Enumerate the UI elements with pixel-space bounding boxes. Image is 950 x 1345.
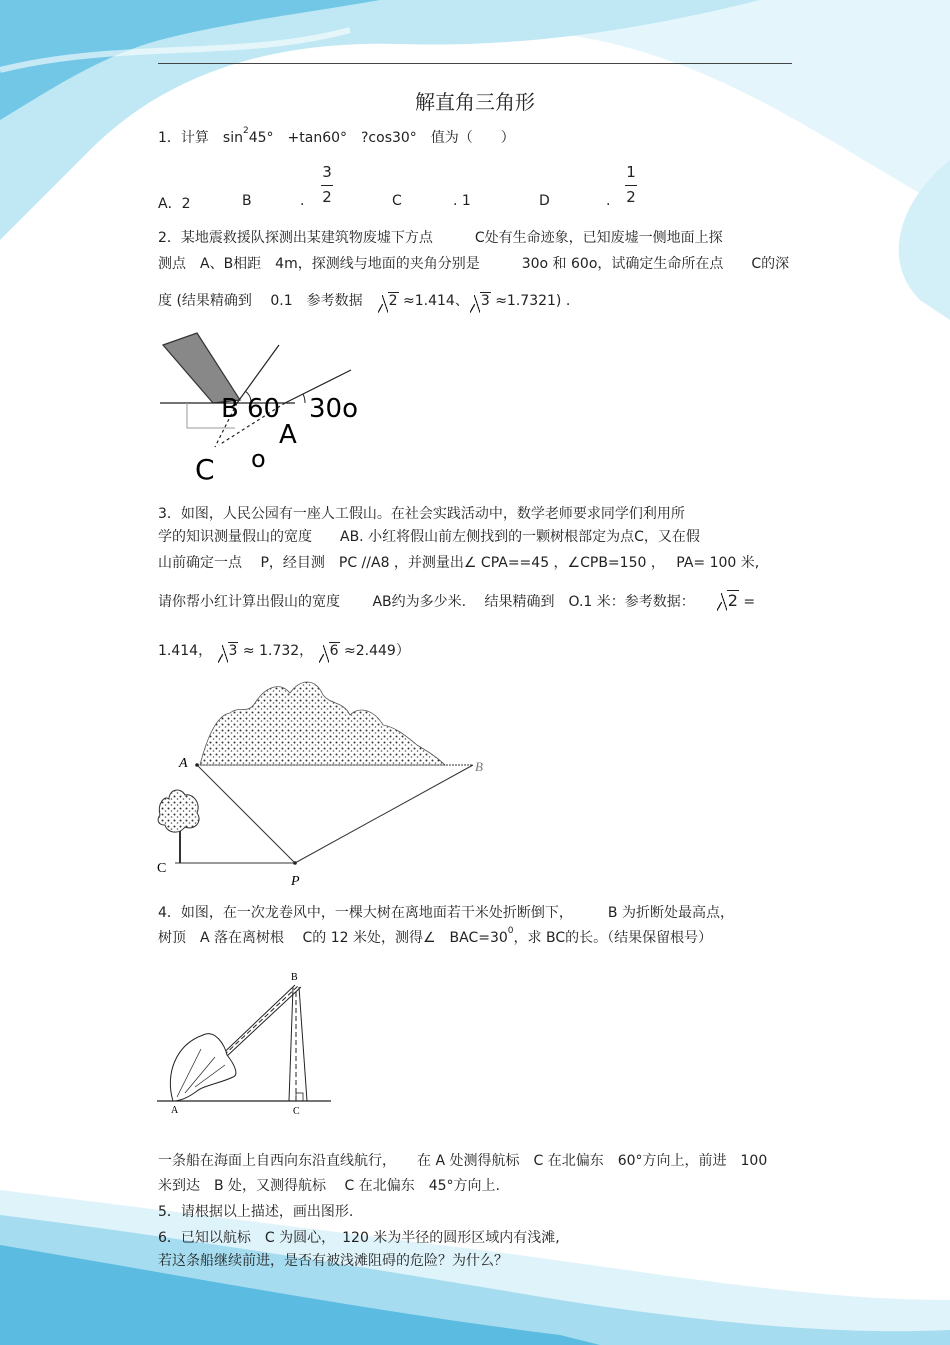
q3-sqrt2-radicand: 2 — [727, 591, 738, 610]
label-B: B — [291, 972, 298, 983]
q3-sqrt6-radicand: 6 — [329, 643, 339, 659]
q4-line-2-rest: ，求 BC的长。（结果保留根号） — [513, 930, 713, 946]
q2-line-1: 2．某地震救援队探测出某建筑物废墟下方点 C处有生命迹象，已知废墟一侧地面上探 — [158, 230, 723, 246]
q3-line-3: 山前确定一点 P，经目测 PC //A8 ，并测量出∠ CPA==45 ，∠CPB=150 ， PA= 100 米, — [158, 555, 760, 571]
label-C: C — [157, 861, 167, 876]
q6-line-1: 6．已知以航标 C 为圆心， 120 米为半径的圆形区域内有浅滩, — [158, 1230, 560, 1246]
q1-option-a: A．2 — [158, 196, 191, 212]
q3-figure — [155, 675, 490, 890]
q4-figure — [155, 965, 335, 1120]
label-o: o — [251, 445, 266, 473]
q2-line-3-text: 度 (结果精确到 0.1 参考数据 — [158, 293, 377, 309]
q3-line-1: 3．如图，人民公园有一座人工假山。在社会实践活动中，数学老师要求同学们利用所 — [158, 506, 685, 522]
q1-option-b-letter: B — [242, 193, 252, 209]
label-P: P — [291, 874, 300, 889]
q1-option-d-letter: D — [539, 193, 550, 209]
q1-stem — [158, 127, 515, 147]
right-angle-mark — [296, 1093, 303, 1101]
sqrt-symbol — [318, 643, 340, 659]
q1-frac-b-denominator: 2 — [322, 188, 332, 206]
label-A: A — [179, 756, 188, 771]
q1-option-c-letter: C — [392, 193, 402, 209]
q1-frac-d-denominator: 2 — [626, 188, 636, 206]
q4-line-2 — [158, 927, 712, 947]
q1-stem-text: 1．计算 sin — [158, 130, 243, 146]
rockery-hill — [200, 682, 445, 765]
q1-stem-rest: 45° +tan60° ?cos30° 值为（ ） — [248, 130, 515, 146]
sqrt-symbol — [377, 293, 399, 309]
rubble-block — [163, 333, 240, 403]
q5-line-2: 米到达 B 处，又测得航标 C 在北偏东 45°方向上. — [158, 1178, 500, 1194]
q3-line-5-b: ≈ 1.732， — [238, 643, 314, 659]
label-30: 30o — [309, 394, 358, 424]
header-rule — [158, 63, 792, 64]
q1-superscript: 2 — [242, 126, 249, 137]
point-A — [195, 763, 199, 767]
q4-line-1: 4．如图，在一次龙卷风中，一棵大树在离地面若干米处折断倒下， B 为折断处最高点， — [158, 905, 734, 921]
label-C: C — [293, 1106, 300, 1117]
label-A: A — [171, 1105, 179, 1116]
line-AP — [197, 765, 295, 863]
trunk-left — [289, 987, 293, 1101]
q1-frac-d-numerator: 1 — [626, 163, 636, 181]
sqrt-symbol — [217, 643, 239, 659]
label-B: B — [475, 759, 483, 774]
sqrt-symbol — [469, 293, 491, 309]
q1-frac-d-bar — [625, 185, 637, 186]
q1-option-c-value: . 1 — [453, 193, 471, 209]
q2-figure — [155, 325, 375, 490]
q2-sqrt3-radicand: 3 — [480, 293, 490, 309]
q3-line-5-a: 1.414， — [158, 643, 213, 659]
q5-line-3: 5．请根据以上描述，画出图形. — [158, 1204, 354, 1220]
label-B: B — [221, 394, 239, 424]
tree-crown — [158, 790, 199, 832]
q5-line-1: 一条船在海面上自西向东沿直线航行， 在 A 处测得航标 C 在北偏东 60°方向上，前进 100 — [158, 1153, 768, 1169]
line-BP — [295, 765, 473, 863]
q6-line-2: 若这条船继续前进，是否有被浅滩阻碍的危险？为什么？ — [158, 1253, 508, 1269]
point-P — [293, 861, 297, 865]
label-C: C — [195, 453, 215, 486]
label-A: A — [279, 420, 297, 450]
q3-line-4-eq: = — [738, 594, 756, 610]
q3-line-2: 学的知识测量假山的宽度 AB. 小红将假山前左侧找到的一颗树根部定为点C，又在假 — [158, 529, 700, 545]
q1-option-d-dot: . — [606, 193, 611, 209]
q3-line-5-c: ≈2.449） — [339, 643, 410, 659]
q3-line-5 — [158, 640, 410, 660]
q2-sqrt2-radicand: 2 — [388, 293, 398, 309]
q3-sqrt3-radicand: 3 — [228, 643, 238, 659]
sqrt-symbol — [716, 591, 739, 610]
q4-degree-sup: 0 — [507, 926, 514, 937]
q3-line-4-text: 请你帮小红计算出假山的宽度 AB约为多少米. 结果精确到 O.1 米：参考数据： — [158, 594, 716, 610]
q2-line-2: 测点 A、B相距 4m，探测线与地面的夹角分别是 30o 和 60o，试确定生命所在点 C的深 — [158, 256, 790, 272]
arc-30 — [303, 394, 305, 403]
trunk-right — [299, 987, 307, 1101]
page-title: 解直角三角形 — [415, 90, 535, 114]
q1-frac-b-numerator: 3 — [322, 163, 332, 181]
q1-frac-b-bar — [321, 185, 333, 186]
q2-line-3 — [158, 290, 570, 310]
q2-approx-1: ≈1.414、 — [398, 293, 469, 309]
q4-line-2-text: 树顶 A 落在离树根 C的 12 米处，测得∠ BAC=30 — [158, 930, 508, 946]
q1-option-b-dot: . — [300, 193, 305, 209]
label-60: 60 — [247, 394, 281, 424]
q3-line-4 — [158, 591, 755, 611]
q2-approx-2: ≈1.7321) . — [490, 293, 571, 309]
